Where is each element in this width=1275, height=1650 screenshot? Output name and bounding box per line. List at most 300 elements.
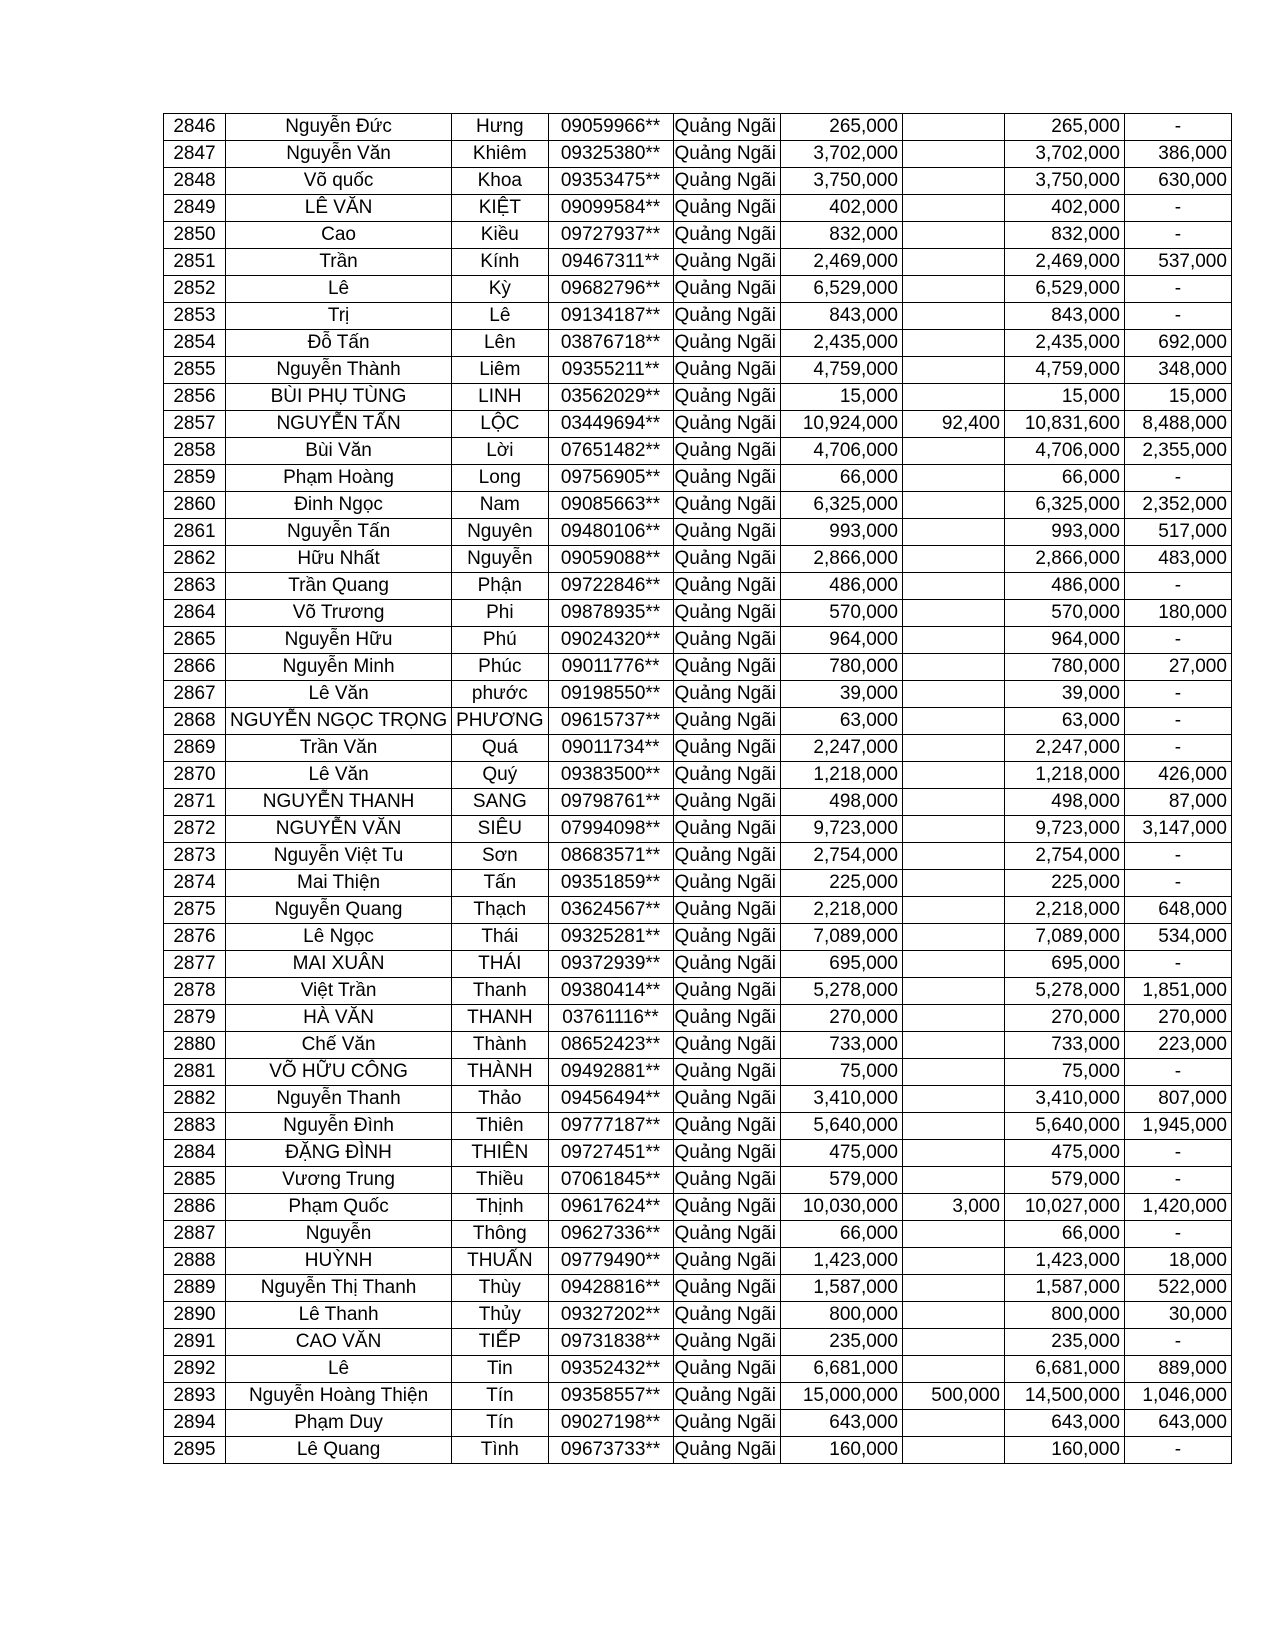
- phone-number-cell: 09059088**: [548, 546, 673, 573]
- family-name-cell: Trị: [226, 303, 452, 330]
- amount-total-cell: 75,000: [780, 1059, 902, 1086]
- given-name-cell: Tín: [452, 1383, 548, 1410]
- phone-number-cell: 09024320**: [548, 627, 673, 654]
- amount-deduction-cell: [902, 303, 1004, 330]
- phone-number-cell: 09380414**: [548, 978, 673, 1005]
- row-number-cell: 2858: [164, 438, 226, 465]
- province-cell: Quảng Ngãi: [673, 1113, 780, 1140]
- province-cell: Quảng Ngãi: [673, 951, 780, 978]
- table-row: [164, 384, 1232, 411]
- amount-total-cell: 15,000: [780, 384, 902, 411]
- family-name-cell: ĐẶNG ĐÌNH: [226, 1140, 452, 1167]
- amount-net-cell: 570,000: [1004, 600, 1124, 627]
- row-number-cell: 2856: [164, 384, 226, 411]
- amount-extra-cell: 348,000: [1124, 357, 1231, 384]
- amount-net-cell: 160,000: [1004, 1437, 1124, 1464]
- province-cell: Quảng Ngãi: [673, 681, 780, 708]
- row-number-cell: 2885: [164, 1167, 226, 1194]
- row-number-cell: 2889: [164, 1275, 226, 1302]
- amount-net-cell: 3,750,000: [1004, 168, 1124, 195]
- phone-number-cell: 09353475**: [548, 168, 673, 195]
- given-name-cell: Lê: [452, 303, 548, 330]
- table-row: [164, 1410, 1232, 1437]
- table-row: [164, 519, 1232, 546]
- phone-number-cell: 09352432**: [548, 1356, 673, 1383]
- family-name-cell: Mai Thiện: [226, 870, 452, 897]
- row-number-cell: 2854: [164, 330, 226, 357]
- amount-net-cell: 498,000: [1004, 789, 1124, 816]
- given-name-cell: Liêm: [452, 357, 548, 384]
- row-number-cell: 2895: [164, 1437, 226, 1464]
- phone-number-cell: 03876718**: [548, 330, 673, 357]
- row-number-cell: 2853: [164, 303, 226, 330]
- amount-deduction-cell: 3,000: [902, 1194, 1004, 1221]
- amount-deduction-cell: [902, 762, 1004, 789]
- table-row: [164, 816, 1232, 843]
- row-number-cell: 2850: [164, 222, 226, 249]
- phone-number-cell: 09355211**: [548, 357, 673, 384]
- table-row: [164, 222, 1232, 249]
- phone-number-cell: 09727451**: [548, 1140, 673, 1167]
- amount-extra-cell: 18,000: [1124, 1248, 1231, 1275]
- phone-number-cell: 09011734**: [548, 735, 673, 762]
- amount-total-cell: 843,000: [780, 303, 902, 330]
- amount-extra-cell: 270,000: [1124, 1005, 1231, 1032]
- row-number-cell: 2864: [164, 600, 226, 627]
- amount-deduction-cell: [902, 546, 1004, 573]
- amount-deduction-cell: [902, 195, 1004, 222]
- amount-net-cell: 4,706,000: [1004, 438, 1124, 465]
- table-row: [164, 924, 1232, 951]
- amount-extra-cell: 27,000: [1124, 654, 1231, 681]
- table-row: [164, 735, 1232, 762]
- amount-deduction-cell: [902, 384, 1004, 411]
- phone-number-cell: 03761116**: [548, 1005, 673, 1032]
- amount-deduction-cell: [902, 789, 1004, 816]
- amount-net-cell: 39,000: [1004, 681, 1124, 708]
- family-name-cell: Đỗ Tấn: [226, 330, 452, 357]
- table-row: [164, 1302, 1232, 1329]
- amount-net-cell: 832,000: [1004, 222, 1124, 249]
- table-row: [164, 276, 1232, 303]
- given-name-cell: Kính: [452, 249, 548, 276]
- amount-extra-cell: -: [1124, 114, 1231, 141]
- province-cell: Quảng Ngãi: [673, 735, 780, 762]
- given-name-cell: SANG: [452, 789, 548, 816]
- row-number-cell: 2886: [164, 1194, 226, 1221]
- amount-net-cell: 225,000: [1004, 870, 1124, 897]
- province-cell: Quảng Ngãi: [673, 789, 780, 816]
- phone-number-cell: 09492881**: [548, 1059, 673, 1086]
- row-number-cell: 2894: [164, 1410, 226, 1437]
- province-cell: Quảng Ngãi: [673, 870, 780, 897]
- amount-extra-cell: 2,355,000: [1124, 438, 1231, 465]
- province-cell: Quảng Ngãi: [673, 897, 780, 924]
- amount-extra-cell: 87,000: [1124, 789, 1231, 816]
- family-name-cell: Lê Văn: [226, 681, 452, 708]
- province-cell: Quảng Ngãi: [673, 195, 780, 222]
- amount-total-cell: 7,089,000: [780, 924, 902, 951]
- amount-total-cell: 4,759,000: [780, 357, 902, 384]
- table-row: [164, 330, 1232, 357]
- amount-deduction-cell: [902, 1356, 1004, 1383]
- row-number-cell: 2890: [164, 1302, 226, 1329]
- province-cell: Quảng Ngãi: [673, 1059, 780, 1086]
- province-cell: Quảng Ngãi: [673, 411, 780, 438]
- given-name-cell: LINH: [452, 384, 548, 411]
- amount-deduction-cell: [902, 600, 1004, 627]
- table-row: [164, 870, 1232, 897]
- table-row: [164, 627, 1232, 654]
- family-name-cell: Võ Trương: [226, 600, 452, 627]
- table-row: [164, 1275, 1232, 1302]
- amount-extra-cell: -: [1124, 735, 1231, 762]
- table-row: [164, 411, 1232, 438]
- amount-total-cell: 10,030,000: [780, 1194, 902, 1221]
- amount-net-cell: 66,000: [1004, 465, 1124, 492]
- phone-number-cell: 08683571**: [548, 843, 673, 870]
- row-number-cell: 2867: [164, 681, 226, 708]
- province-cell: Quảng Ngãi: [673, 924, 780, 951]
- table-row: [164, 438, 1232, 465]
- phone-number-cell: 09779490**: [548, 1248, 673, 1275]
- amount-deduction-cell: [902, 924, 1004, 951]
- phone-number-cell: 09198550**: [548, 681, 673, 708]
- phone-number-cell: 07061845**: [548, 1167, 673, 1194]
- amount-extra-cell: -: [1124, 465, 1231, 492]
- table-row: [164, 1383, 1232, 1410]
- amount-extra-cell: 807,000: [1124, 1086, 1231, 1113]
- amount-total-cell: 5,278,000: [780, 978, 902, 1005]
- family-name-cell: Đinh Ngọc: [226, 492, 452, 519]
- phone-number-cell: 09480106**: [548, 519, 673, 546]
- family-name-cell: Nguyễn Đức: [226, 114, 452, 141]
- phone-number-cell: 09467311**: [548, 249, 673, 276]
- amount-deduction-cell: [902, 141, 1004, 168]
- amount-deduction-cell: [902, 735, 1004, 762]
- family-name-cell: BÙI PHỤ TÙNG: [226, 384, 452, 411]
- table-row: [164, 1032, 1232, 1059]
- family-name-cell: Trần Văn: [226, 735, 452, 762]
- amount-total-cell: 579,000: [780, 1167, 902, 1194]
- given-name-cell: THÀNH: [452, 1059, 548, 1086]
- family-name-cell: Lê Văn: [226, 762, 452, 789]
- amount-deduction-cell: [902, 627, 1004, 654]
- amount-extra-cell: 15,000: [1124, 384, 1231, 411]
- amount-deduction-cell: 500,000: [902, 1383, 1004, 1410]
- family-name-cell: Vương Trung: [226, 1167, 452, 1194]
- given-name-cell: Hưng: [452, 114, 548, 141]
- amount-net-cell: 75,000: [1004, 1059, 1124, 1086]
- amount-extra-cell: 889,000: [1124, 1356, 1231, 1383]
- row-number-cell: 2855: [164, 357, 226, 384]
- amount-deduction-cell: [902, 1086, 1004, 1113]
- given-name-cell: THIÊN: [452, 1140, 548, 1167]
- phone-number-cell: 09731838**: [548, 1329, 673, 1356]
- phone-number-cell: 09673733**: [548, 1437, 673, 1464]
- amount-extra-cell: 643,000: [1124, 1410, 1231, 1437]
- amount-extra-cell: -: [1124, 951, 1231, 978]
- table-row: [164, 1248, 1232, 1275]
- amount-total-cell: 66,000: [780, 465, 902, 492]
- amount-total-cell: 3,750,000: [780, 168, 902, 195]
- given-name-cell: Phúc: [452, 654, 548, 681]
- row-number-cell: 2849: [164, 195, 226, 222]
- table-row: [164, 708, 1232, 735]
- amount-total-cell: 2,435,000: [780, 330, 902, 357]
- family-name-cell: Trần: [226, 249, 452, 276]
- amount-net-cell: 475,000: [1004, 1140, 1124, 1167]
- amount-net-cell: 780,000: [1004, 654, 1124, 681]
- phone-number-cell: 09085663**: [548, 492, 673, 519]
- family-name-cell: Lê Ngọc: [226, 924, 452, 951]
- amount-total-cell: 780,000: [780, 654, 902, 681]
- family-name-cell: LÊ VĂN: [226, 195, 452, 222]
- amount-net-cell: 843,000: [1004, 303, 1124, 330]
- phone-number-cell: 09756905**: [548, 465, 673, 492]
- phone-number-cell: 08652423**: [548, 1032, 673, 1059]
- phone-number-cell: 09777187**: [548, 1113, 673, 1140]
- amount-total-cell: 6,681,000: [780, 1356, 902, 1383]
- row-number-cell: 2891: [164, 1329, 226, 1356]
- province-cell: Quảng Ngãi: [673, 843, 780, 870]
- province-cell: Quảng Ngãi: [673, 573, 780, 600]
- family-name-cell: Bùi Văn: [226, 438, 452, 465]
- family-name-cell: Trần Quang: [226, 573, 452, 600]
- amount-net-cell: 6,529,000: [1004, 276, 1124, 303]
- row-number-cell: 2880: [164, 1032, 226, 1059]
- province-cell: Quảng Ngãi: [673, 303, 780, 330]
- province-cell: Quảng Ngãi: [673, 384, 780, 411]
- amount-total-cell: 475,000: [780, 1140, 902, 1167]
- family-name-cell: Nguyễn: [226, 1221, 452, 1248]
- given-name-cell: THANH: [452, 1005, 548, 1032]
- amount-total-cell: 2,469,000: [780, 249, 902, 276]
- family-name-cell: Việt Trần: [226, 978, 452, 1005]
- province-cell: Quảng Ngãi: [673, 816, 780, 843]
- table-row: [164, 978, 1232, 1005]
- amount-total-cell: 160,000: [780, 1437, 902, 1464]
- province-cell: Quảng Ngãi: [673, 465, 780, 492]
- given-name-cell: LỘC: [452, 411, 548, 438]
- amount-total-cell: 66,000: [780, 1221, 902, 1248]
- amount-extra-cell: 1,420,000: [1124, 1194, 1231, 1221]
- amount-extra-cell: -: [1124, 1437, 1231, 1464]
- row-number-cell: 2888: [164, 1248, 226, 1275]
- amount-net-cell: 1,587,000: [1004, 1275, 1124, 1302]
- amount-net-cell: 800,000: [1004, 1302, 1124, 1329]
- row-number-cell: 2857: [164, 411, 226, 438]
- amount-net-cell: 3,702,000: [1004, 141, 1124, 168]
- phone-number-cell: 09325380**: [548, 141, 673, 168]
- table-row: [164, 141, 1232, 168]
- amount-extra-cell: -: [1124, 708, 1231, 735]
- row-number-cell: 2868: [164, 708, 226, 735]
- province-cell: Quảng Ngãi: [673, 438, 780, 465]
- given-name-cell: Thái: [452, 924, 548, 951]
- table-row: [164, 600, 1232, 627]
- amount-total-cell: 6,529,000: [780, 276, 902, 303]
- amount-extra-cell: 1,046,000: [1124, 1383, 1231, 1410]
- table-row: [164, 573, 1232, 600]
- phone-number-cell: 09627336**: [548, 1221, 673, 1248]
- amount-deduction-cell: [902, 1221, 1004, 1248]
- amount-deduction-cell: [902, 519, 1004, 546]
- given-name-cell: Khiêm: [452, 141, 548, 168]
- amount-extra-cell: -: [1124, 627, 1231, 654]
- province-cell: Quảng Ngãi: [673, 357, 780, 384]
- province-cell: Quảng Ngãi: [673, 1356, 780, 1383]
- row-number-cell: 2873: [164, 843, 226, 870]
- amount-extra-cell: -: [1124, 843, 1231, 870]
- amount-extra-cell: -: [1124, 1167, 1231, 1194]
- row-number-cell: 2862: [164, 546, 226, 573]
- amount-total-cell: 1,218,000: [780, 762, 902, 789]
- amount-extra-cell: 1,851,000: [1124, 978, 1231, 1005]
- table-row: [164, 843, 1232, 870]
- given-name-cell: Thiên: [452, 1113, 548, 1140]
- family-name-cell: NGUYỄN NGỌC TRỌNG: [226, 708, 452, 735]
- province-cell: Quảng Ngãi: [673, 141, 780, 168]
- amount-deduction-cell: [902, 1329, 1004, 1356]
- given-name-cell: phước: [452, 681, 548, 708]
- province-cell: Quảng Ngãi: [673, 1329, 780, 1356]
- row-number-cell: 2865: [164, 627, 226, 654]
- family-name-cell: Võ quốc: [226, 168, 452, 195]
- amount-net-cell: 6,681,000: [1004, 1356, 1124, 1383]
- amount-extra-cell: -: [1124, 222, 1231, 249]
- family-name-cell: Phạm Duy: [226, 1410, 452, 1437]
- province-cell: Quảng Ngãi: [673, 762, 780, 789]
- province-cell: Quảng Ngãi: [673, 330, 780, 357]
- given-name-cell: Lời: [452, 438, 548, 465]
- amount-net-cell: 1,218,000: [1004, 762, 1124, 789]
- family-name-cell: Nguyễn Quang: [226, 897, 452, 924]
- row-number-cell: 2861: [164, 519, 226, 546]
- family-name-cell: Hữu Nhất: [226, 546, 452, 573]
- given-name-cell: SIÊU: [452, 816, 548, 843]
- phone-number-cell: 09027198**: [548, 1410, 673, 1437]
- amount-deduction-cell: [902, 654, 1004, 681]
- amount-net-cell: 579,000: [1004, 1167, 1124, 1194]
- amount-extra-cell: -: [1124, 276, 1231, 303]
- amount-extra-cell: -: [1124, 1221, 1231, 1248]
- row-number-cell: 2882: [164, 1086, 226, 1113]
- phone-number-cell: 09358557**: [548, 1383, 673, 1410]
- phone-number-cell: 03624567**: [548, 897, 673, 924]
- phone-number-cell: 09878935**: [548, 600, 673, 627]
- table-row: [164, 546, 1232, 573]
- given-name-cell: Thanh: [452, 978, 548, 1005]
- amount-net-cell: 2,469,000: [1004, 249, 1124, 276]
- province-cell: Quảng Ngãi: [673, 654, 780, 681]
- given-name-cell: TIẾP: [452, 1329, 548, 1356]
- given-name-cell: Sơn: [452, 843, 548, 870]
- table-row: [164, 897, 1232, 924]
- amount-net-cell: 695,000: [1004, 951, 1124, 978]
- amount-extra-cell: 8,488,000: [1124, 411, 1231, 438]
- amount-total-cell: 993,000: [780, 519, 902, 546]
- family-name-cell: Nguyễn Thanh: [226, 1086, 452, 1113]
- amount-extra-cell: -: [1124, 1059, 1231, 1086]
- amount-net-cell: 2,754,000: [1004, 843, 1124, 870]
- given-name-cell: Tình: [452, 1437, 548, 1464]
- given-name-cell: KIỆT: [452, 195, 548, 222]
- given-name-cell: PHƯƠNG: [452, 708, 548, 735]
- row-number-cell: 2878: [164, 978, 226, 1005]
- given-name-cell: Quá: [452, 735, 548, 762]
- given-name-cell: Long: [452, 465, 548, 492]
- province-cell: Quảng Ngãi: [673, 978, 780, 1005]
- family-name-cell: HÀ VĂN: [226, 1005, 452, 1032]
- amount-net-cell: 402,000: [1004, 195, 1124, 222]
- amount-total-cell: 63,000: [780, 708, 902, 735]
- amount-deduction-cell: [902, 114, 1004, 141]
- amount-net-cell: 643,000: [1004, 1410, 1124, 1437]
- amount-total-cell: 2,218,000: [780, 897, 902, 924]
- given-name-cell: Tấn: [452, 870, 548, 897]
- amount-net-cell: 15,000: [1004, 384, 1124, 411]
- given-name-cell: Nam: [452, 492, 548, 519]
- phone-number-cell: 09428816**: [548, 1275, 673, 1302]
- amount-deduction-cell: [902, 1410, 1004, 1437]
- province-cell: Quảng Ngãi: [673, 1194, 780, 1221]
- row-number-cell: 2874: [164, 870, 226, 897]
- amount-deduction-cell: [902, 870, 1004, 897]
- amount-deduction-cell: [902, 708, 1004, 735]
- row-number-cell: 2883: [164, 1113, 226, 1140]
- amount-deduction-cell: [902, 843, 1004, 870]
- amount-extra-cell: -: [1124, 870, 1231, 897]
- family-name-cell: Nguyễn Minh: [226, 654, 452, 681]
- amount-net-cell: 7,089,000: [1004, 924, 1124, 951]
- row-number-cell: 2851: [164, 249, 226, 276]
- amount-net-cell: 486,000: [1004, 573, 1124, 600]
- table-row: [164, 357, 1232, 384]
- amount-extra-cell: 517,000: [1124, 519, 1231, 546]
- family-name-cell: Phạm Hoàng: [226, 465, 452, 492]
- row-number-cell: 2846: [164, 114, 226, 141]
- family-name-cell: Nguyễn Thành: [226, 357, 452, 384]
- family-name-cell: Chế Văn: [226, 1032, 452, 1059]
- table-row: [164, 1140, 1232, 1167]
- amount-extra-cell: 483,000: [1124, 546, 1231, 573]
- amount-net-cell: 270,000: [1004, 1005, 1124, 1032]
- amount-total-cell: 2,754,000: [780, 843, 902, 870]
- amount-deduction-cell: [902, 681, 1004, 708]
- phone-number-cell: 09727937**: [548, 222, 673, 249]
- given-name-cell: Phận: [452, 573, 548, 600]
- amount-net-cell: 1,423,000: [1004, 1248, 1124, 1275]
- amount-total-cell: 270,000: [780, 1005, 902, 1032]
- given-name-cell: Phi: [452, 600, 548, 627]
- amount-total-cell: 733,000: [780, 1032, 902, 1059]
- phone-number-cell: 09327202**: [548, 1302, 673, 1329]
- amount-total-cell: 964,000: [780, 627, 902, 654]
- table-row: [164, 1194, 1232, 1221]
- province-cell: Quảng Ngãi: [673, 1437, 780, 1464]
- row-number-cell: 2860: [164, 492, 226, 519]
- table-row: [164, 1221, 1232, 1248]
- row-number-cell: 2884: [164, 1140, 226, 1167]
- province-cell: Quảng Ngãi: [673, 1410, 780, 1437]
- table-row: [164, 195, 1232, 222]
- phone-number-cell: 09722846**: [548, 573, 673, 600]
- given-name-cell: Khoa: [452, 168, 548, 195]
- amount-total-cell: 2,866,000: [780, 546, 902, 573]
- amount-extra-cell: 630,000: [1124, 168, 1231, 195]
- table-row: [164, 465, 1232, 492]
